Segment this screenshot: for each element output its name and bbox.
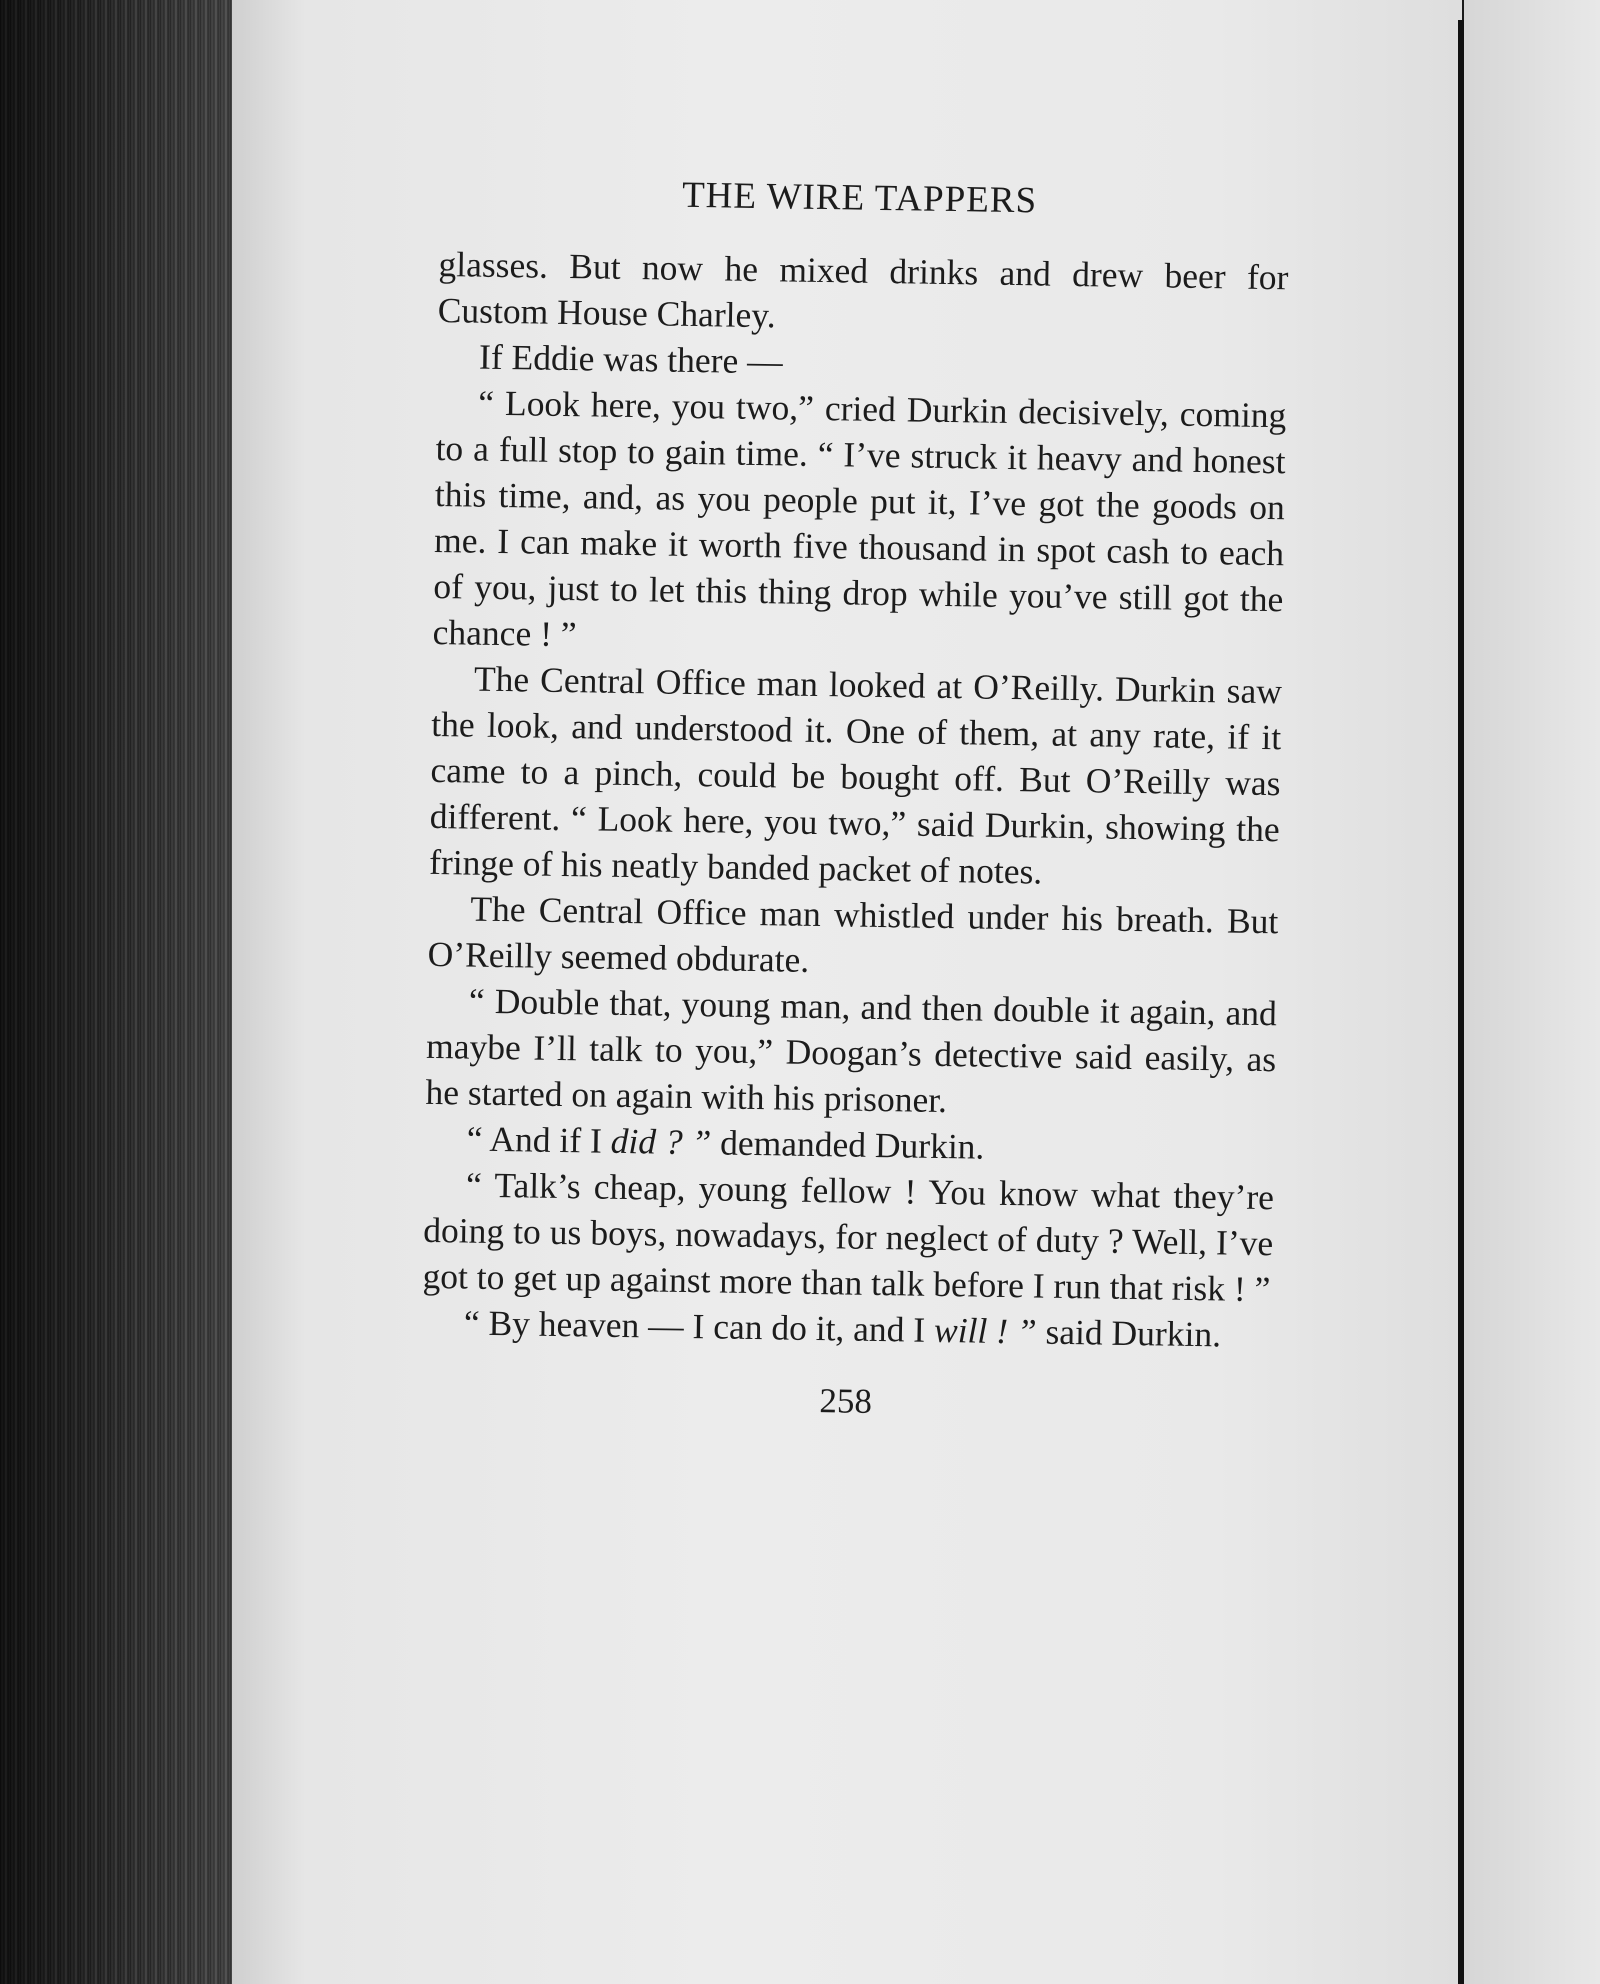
paragraph-talk: “ Talk’s cheap, young fellow ! You know what they’re doing to us boys, nowadays, for neglect of duty ? Well, I’ve got to get up against more than talk before I run that risk ! ”: [422, 1164, 1275, 1310]
running-head: THE WIRE TAPPERS: [681, 174, 1038, 222]
paragraph-list: [425, 241, 1289, 1128]
paragraph: glasses. But now he mixed drinks and drew beer for Custom House Charley.: [437, 243, 1289, 336]
page-number: 258: [819, 1381, 873, 1421]
book-page-edges: [0, 0, 240, 1984]
paragraph: If Eddie was there —: [478, 336, 783, 382]
paragraph: “ Double that, young man, and then double it again, and maybe I’ll talk to you,” Doogan’s detective said easily, as he started on again with his prisoner.: [425, 980, 1278, 1121]
para-did-after: demanded Durkin.: [711, 1122, 985, 1167]
para-will-after: said Durkin.: [1036, 1311, 1222, 1355]
para-will-before: “ By heaven — I can do it, and I: [463, 1302, 935, 1350]
page-text-block: [420, 170, 1289, 1428]
right-page-edge: [1464, 0, 1600, 1984]
paragraph: The Central Office man looked at O’Reilly. Durkin saw the look, and understood it. One of them, at any rate, if it came to a pinch, could be bought off. But O’Reilly was different. “ Look here, you two,” said Durkin, showing the fringe of his neatly banded packet of notes.: [428, 658, 1283, 892]
para-did-italic: did ? ”: [610, 1120, 712, 1163]
para-will-italic: will ! ”: [933, 1309, 1037, 1352]
paragraph: “ Look here, you two,” cried Durkin decisively, coming to a full stop to gain time. “ I’ve struck it heavy and honest this time, and, as you people put it, I’ve got the goods on me. I can make it worth five thousand in spot cash to each of you, just to let this thing drop while you’ve still got the chance ! ”: [432, 382, 1287, 655]
para-did-before: “ And if I: [466, 1118, 612, 1161]
paragraph: The Central Office man whistled under his breath. But O’Reilly seemed obdurate.: [427, 888, 1279, 980]
